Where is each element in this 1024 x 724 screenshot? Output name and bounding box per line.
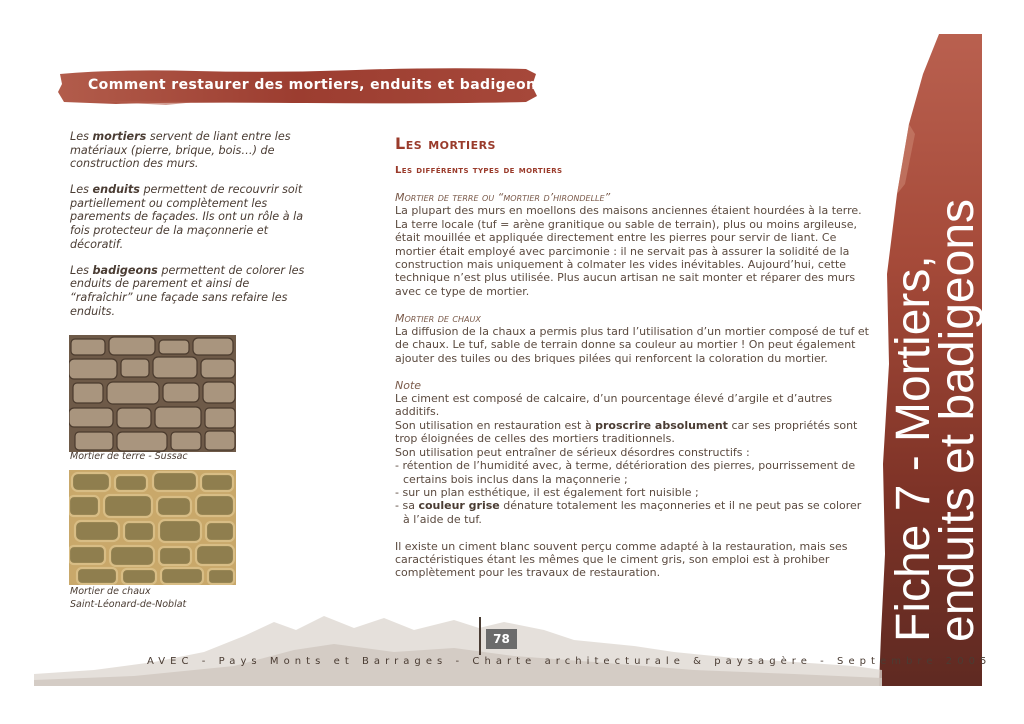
note-line-2: Son utilisation en restauration est à proscrire absolument car ses propriétés sont trop éloignées de celles des mortiers traditionnels. (395, 418, 858, 446)
note-line-1: Le ciment est composé de calcaire, d’un pourcentage élevé d’argile et d’autres additifs. (395, 392, 833, 419)
note-line-3: Son utilisation peut entraîner de sérieux désordres constructifs : (395, 445, 750, 459)
sidebar-title (887, 198, 984, 642)
label-mortier-chaux: Mortier de chaux (395, 311, 481, 325)
section-title: Les mortiers (395, 134, 496, 153)
bullet-item: - rétention de l’humidité avec, à terme, détérioration des pierres, pourrissement de certains bois inclus dans la maçonnerie ; (395, 459, 856, 486)
label-mortier-terre: Mortier de terre ou “mortier d’hirondelle” (395, 191, 611, 204)
sidebar-title-line1: Fiche 7 - Mortiers, (887, 255, 940, 642)
caption-line: Saint-Léonard-de-Noblat (70, 598, 187, 610)
intro-mortiers: Les mortiers servent de liant entre les matériaux (pierre, brique, bois…) de construction des murs. (70, 130, 291, 171)
bullet-item: - sa couleur grise dénature totalement les maçonneries et il ne peut pas se colorer à l’aide de tuf. (395, 499, 862, 526)
intro-badigeons: Les badigeons permettent de colorer les enduits de parement et ainsi de “rafraîchir” une façade sans refaire les enduits. (70, 263, 305, 318)
intro-enduits: Les enduits permettent de recouvrir soit partiellement ou complètement les parements de façades. Ils ont un rôle à la fois protecteur de la maçonnerie et décoratif. (70, 183, 304, 251)
caption-mortier-terre: Mortier de terre - Sussac (70, 451, 188, 462)
page-number: 78 (486, 629, 517, 649)
page-title: Comment restaurer des mortiers, enduits et badigeons ? (88, 77, 559, 93)
note-label: Note (395, 378, 422, 392)
subsection-title: Les différents types de mortiers (395, 165, 563, 176)
text-mortier-terre: La plupart des murs en moellons des maisons anciennes étaient hourdées à la terre. La terre locale (tuf = arène granitique ou sable de terrain), plus ou moins argileuse, était mouillée et appliquée directement entre les pierres pour servir de liant. Ce mortier était employé avec parcimonie : il ne servait pas à assurer la solidité de la construction mais uniquement à colmater les vides inévitables. Aujourd’hui, cette technique n’est plus utilisée. Plus aucun artisan ne sait monter et réparer des murs avec ce type de mortier. (395, 204, 862, 298)
photo-mortier-terre (69, 335, 236, 452)
text-mortier-chaux: La diffusion de la chaux a permis plus tard l’utilisation d’un mortier composé de tuf et de chaux. Le tuf, sable de terrain donne sa couleur au mortier ! On peut également ajouter des tuiles ou des briques pilées qui renforcent la coloration du mortier. (395, 325, 869, 365)
closing-paragraph: Il existe un ciment blanc souvent perçu comme adapté à la restauration, mais ses caractéristiques étant les mêmes que le ciment gris, son emploi est à prohiber complètement pour les travaux de restauration. (395, 539, 848, 580)
main-text (395, 191, 871, 580)
page-divider (479, 617, 481, 655)
footer-text: AVEC - Pays Monts et Barrages - Charte architecturale & paysagère - Septembre 2005 (147, 656, 992, 667)
caption-line: Mortier de chaux (70, 586, 151, 597)
bullet-item: - sur un plan esthétique, il est également fort nuisible ; (395, 485, 699, 499)
footer-mountains (34, 600, 882, 686)
photo-mortier-chaux (69, 470, 236, 585)
sidebar-title-line2: enduits et badigeons (931, 198, 984, 642)
intro-text (70, 130, 310, 331)
